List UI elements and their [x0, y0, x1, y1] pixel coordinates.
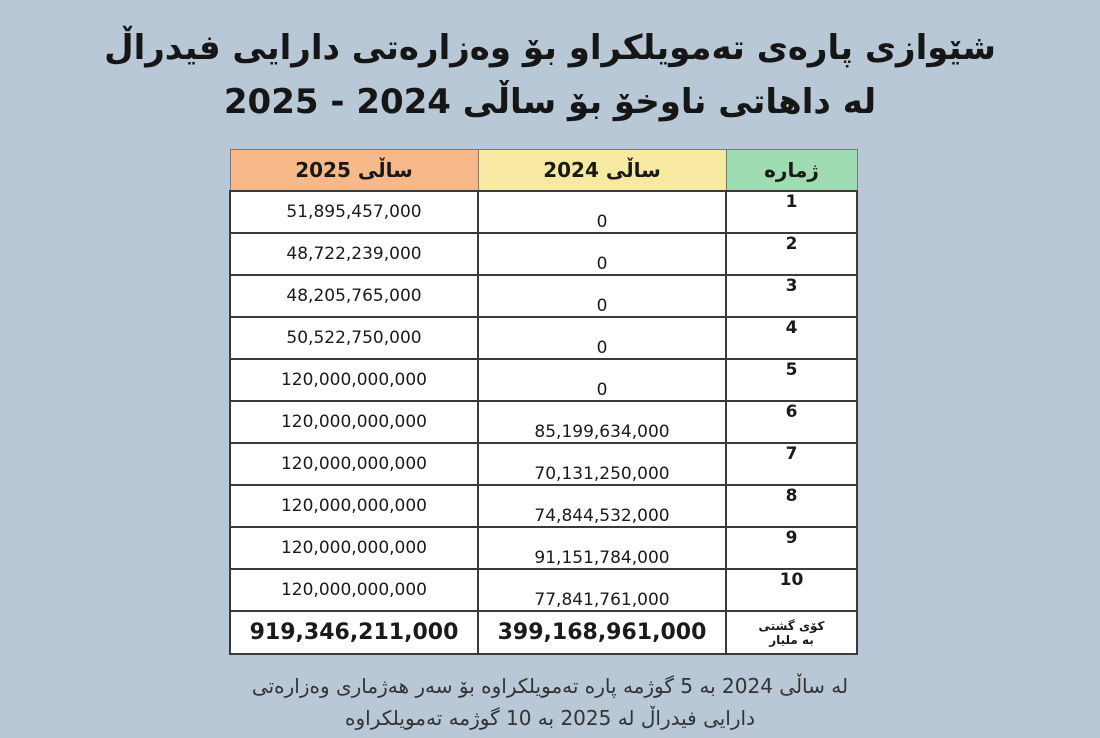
cell-2025: 120,000,000,000 [230, 443, 478, 485]
page-title: شێوازی پارەی تەمویلکراو بۆ وەزارەتی دارایی فیدراڵ [104, 28, 996, 68]
cell-2024: 0 [478, 359, 726, 401]
cell-2024: 74,844,532,000 [478, 485, 726, 527]
table-row [230, 317, 857, 359]
cell-number: 8 [726, 485, 857, 527]
cell-2024: 70,131,250,000 [478, 443, 726, 485]
table-row [230, 527, 857, 569]
header-2025: ساڵی 2025 [230, 150, 478, 192]
total-2024: 399,168,961,000 [478, 611, 726, 654]
table-row [230, 359, 857, 401]
footer-note-line1: لە ساڵی 2024 بە 5 گوژمە پارە تەمویلکراوە بۆ سەر هەژماری وەزارەتی [251, 674, 849, 698]
footer-note-line2: دارایی فیدراڵ لە 2025 بە 10 گوژمە تەمویلکراوە [345, 706, 755, 730]
cell-number: 9 [726, 527, 857, 569]
cell-2025: 120,000,000,000 [230, 359, 478, 401]
total-label [726, 611, 857, 654]
cell-2024: 0 [478, 233, 726, 275]
cell-number: 4 [726, 317, 857, 359]
cell-2024: 0 [478, 275, 726, 317]
cell-2024: 91,151,784,000 [478, 527, 726, 569]
table-row [230, 191, 857, 233]
cell-number: 10 [726, 569, 857, 611]
page-subtitle: لە داهاتی ناوخۆ بۆ ساڵی 2024 - 2025 [223, 82, 877, 122]
cell-2025: 120,000,000,000 [230, 401, 478, 443]
cell-2024: 0 [478, 191, 726, 233]
cell-number: 1 [726, 191, 857, 233]
cell-number: 6 [726, 401, 857, 443]
cell-2024: 0 [478, 317, 726, 359]
table-row [230, 569, 857, 611]
table-row [230, 401, 857, 443]
table-row [230, 443, 857, 485]
table-header-row [230, 150, 857, 192]
total-label-line1: کۆی گشتی [758, 618, 825, 633]
cell-2025: 51,895,457,000 [230, 191, 478, 233]
header-number: ژمارە [726, 150, 857, 192]
header-2024: ساڵی 2024 [478, 150, 726, 192]
total-2025: 919,346,211,000 [230, 611, 478, 654]
cell-2025: 120,000,000,000 [230, 569, 478, 611]
table-row [230, 233, 857, 275]
cell-number: 3 [726, 275, 857, 317]
cell-number: 5 [726, 359, 857, 401]
table-row [230, 275, 857, 317]
cell-2024: 77,841,761,000 [478, 569, 726, 611]
cell-2025: 120,000,000,000 [230, 527, 478, 569]
cell-2025: 48,205,765,000 [230, 275, 478, 317]
total-label-line2: بە ملیار [769, 632, 814, 647]
funding-table [229, 149, 858, 655]
cell-2025: 120,000,000,000 [230, 485, 478, 527]
cell-number: 2 [726, 233, 857, 275]
cell-number: 7 [726, 443, 857, 485]
table-row [230, 485, 857, 527]
total-row [230, 611, 857, 654]
cell-2025: 50,522,750,000 [230, 317, 478, 359]
cell-2025: 48,722,239,000 [230, 233, 478, 275]
cell-2024: 85,199,634,000 [478, 401, 726, 443]
